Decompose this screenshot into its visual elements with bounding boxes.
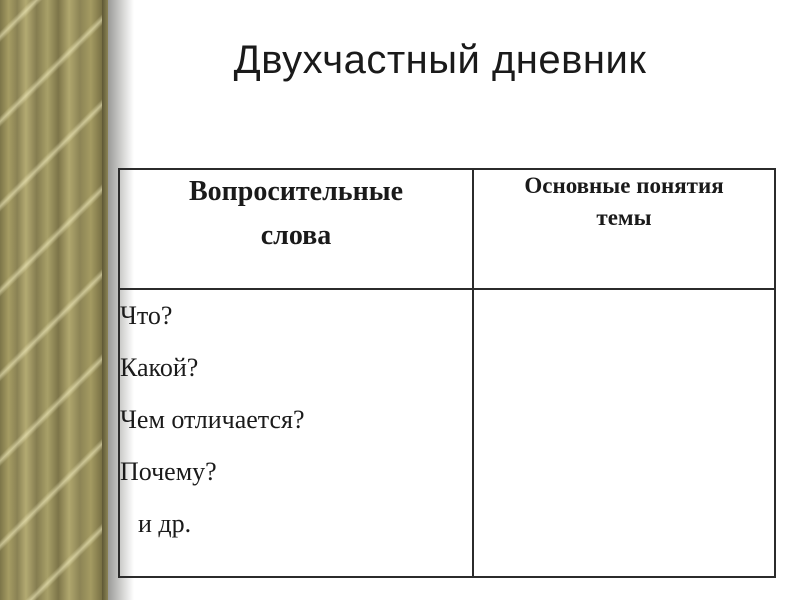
- header-question-words-line2: слова: [260, 220, 332, 251]
- list-item: и др.: [138, 509, 192, 538]
- list-item: Почему?: [120, 457, 217, 486]
- table-header-row: [119, 169, 775, 289]
- header-question-words: [119, 169, 473, 289]
- list-item: Какой?: [120, 353, 199, 382]
- slide-title: Двухчастный дневник: [233, 38, 647, 82]
- table-body-row: [119, 289, 775, 577]
- list-item: Что?: [120, 301, 173, 330]
- header-key-concepts: [473, 169, 775, 289]
- list-item: Чем отличается?: [120, 405, 305, 434]
- header-question-words-line1: Вопросительные: [188, 176, 404, 207]
- key-concepts-cell: [473, 289, 775, 577]
- header-key-concepts-line1: Основные понятия: [524, 173, 724, 198]
- header-key-concepts-line2: темы: [596, 205, 652, 230]
- decorative-gold-border: [0, 0, 108, 600]
- diary-table: [118, 168, 776, 578]
- question-words-cell: [119, 289, 473, 577]
